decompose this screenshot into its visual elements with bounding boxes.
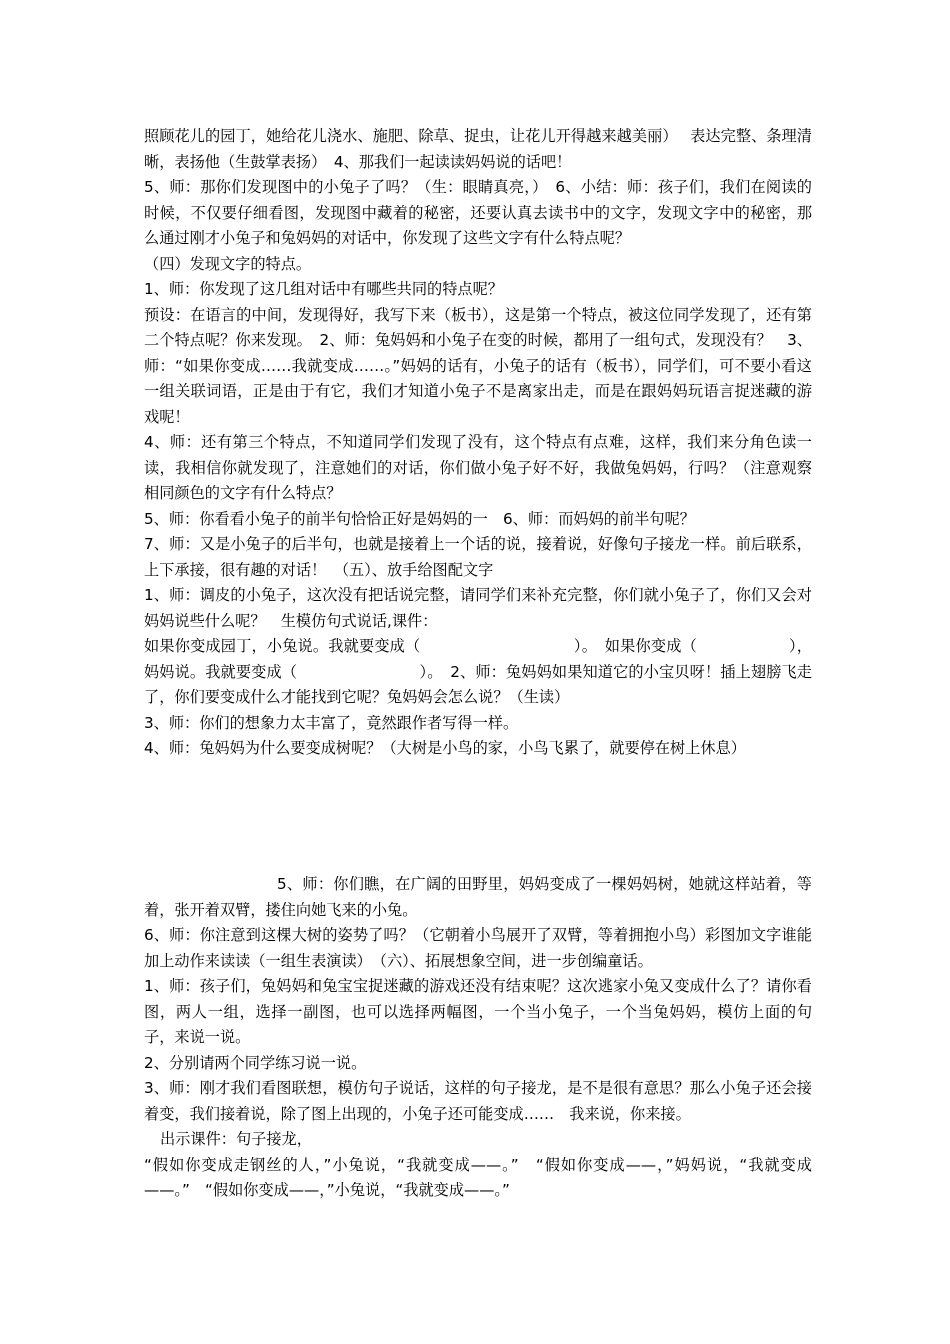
paragraph-imagination: 3、师：你们的想象力太丰富了，竟然跟作者写得一样。 <box>144 713 519 732</box>
paragraph-question-7: 7、师：又是小兔子的后半句，也就是接着上一个话的说，接着说，好像句子接龙一样。前后联系，上下承接，很有趣的对话！ （五）、放手给图配文字 <box>144 535 812 579</box>
text-block-lower <box>144 872 812 1204</box>
paragraph-sentence-chain: 3、师：刚才我们看图联想，模仿句子说话，这样的句子接龙，是不是很有意思？那么小兔子还会接着变，我们接着说，除了图上出现的，小兔子还可能变成…… 我来说，你来接。 <box>144 1079 812 1123</box>
paragraph-practice: 2、分别请两个同学练习说一说。 <box>144 1053 367 1072</box>
paragraph-gardener-praise: 照顾花儿的园丁，她给花儿浇水、施肥、除草、捉虫，让花儿开得越来越美丽） 表达完整、条理清晰，表扬他（生鼓掌表扬） 4、那我们一起读读妈妈说的话吧！ <box>144 127 812 171</box>
paragraph-question-4: 4、师：还有第三个特点，不知道同学们发现了没有，这个特点有点难，这样，我们来分角色读一读，我相信你就发现了，注意她们的对话，你们做小兔子好不好，我做兔妈妈，行吗？（注意观察相同颜色的文字有什么特点？ <box>144 433 812 502</box>
paragraph-hide-and-seek: 1、师：孩子们，兔妈妈和兔宝宝捉迷藏的游戏还没有结束呢？这次逃家小兔又变成什么了？请你看图，两人一组，选择一副图，也可以选择两幅图，一个当小兔子，一个当兔妈妈，模仿上面的句子，来说一说。 <box>144 977 812 1046</box>
heading-section-4: （四）发现文字的特点。 <box>144 254 312 273</box>
paragraph-question-5-6: 5、师：你看看小兔子的前半句恰恰正好是妈妈的一 6、师：而妈妈的前半句呢？ <box>144 509 695 528</box>
paragraph-fill-in-blanks: 如果你变成园丁，小兔说。我就要变成（ ）。 如果你变成（ ），妈妈说。我就要变成（ ）。 2、师：兔妈妈如果知道它的小宝贝呀！插上翅膀飞走了，你们要变成什么才能找到它呢？兔妈妈会怎么说？（生读） <box>144 637 812 706</box>
paragraph-question-1: 1、师：你发现了这几组对话中有哪些共同的特点呢？ <box>144 280 503 298</box>
paragraph-find-rabbit: 5、师：那你们发现图中的小兔子了吗？（生：眼睛真亮，） 6、小结：师：孩子们，我们在阅读的时候，不仅要仔细看图，发现图中藏着的秘密，还要认真去读书中的文字，发现文字中的秘密，那么通过刚才小兔子和兔妈妈的对话中，你发现了这些文字有什么特点呢？ <box>144 178 812 247</box>
paragraph-preset: 预设：在语言的中间，发现得好，我写下来（板书），这是第一个特点，被这位同学发现了，还有第二个特点呢？你来发现。 2、师：兔妈妈和小兔子在变的时候，都用了一组句式，发现没有？ 3、师：“如果你变成……我就变成……。”妈妈的话有，小兔子的话有（板书），同学们，可不要小看这一组关联词语，正是由于有它，我们才知道小兔子不是离家出走，而是在跟妈妈玩语言捉迷藏的游戏呢！ <box>144 305 812 426</box>
paragraph-why-tree: 4、师：兔妈妈为什么要变成树呢？（大树是小鸟的家，小鸟飞累了，就要停在树上休息） <box>144 739 746 757</box>
paragraph-mother-tree: 5、师：你们瞧，在广阔的田野里，妈妈变成了一棵妈妈树，她就这样站着，等着，张开着双臂，搂住向她飞来的小兔。 <box>144 875 812 919</box>
paragraph-courseware: 出示课件：句子接龙， <box>160 1130 312 1148</box>
paragraph-tree-posture: 6、师：你注意到这棵大树的姿势了吗？（它朝着小鸟展开了双臂，等着拥抱小鸟）彩图加文字谁能加上动作来读读（一组生表演读） （六）、拓展想象空间，进一步创编童话。 <box>144 926 812 970</box>
paragraph-fill-in-intro: 1、师：调皮的小兔子，这次没有把话说完整，请同学们来补充完整，你们就小兔子了，你们又会对妈妈说些什么呢？ 生模仿句式说话,课件： <box>144 586 812 630</box>
text-block-upper <box>144 124 812 762</box>
paragraph-chain-examples: “假如你变成走钢丝的人，”小兔说，“我就变成——。” “假如你变成——，”妈妈说，“我就变成——。” “假如你变成——，”小兔说，“我就变成——。” <box>144 1155 812 1199</box>
